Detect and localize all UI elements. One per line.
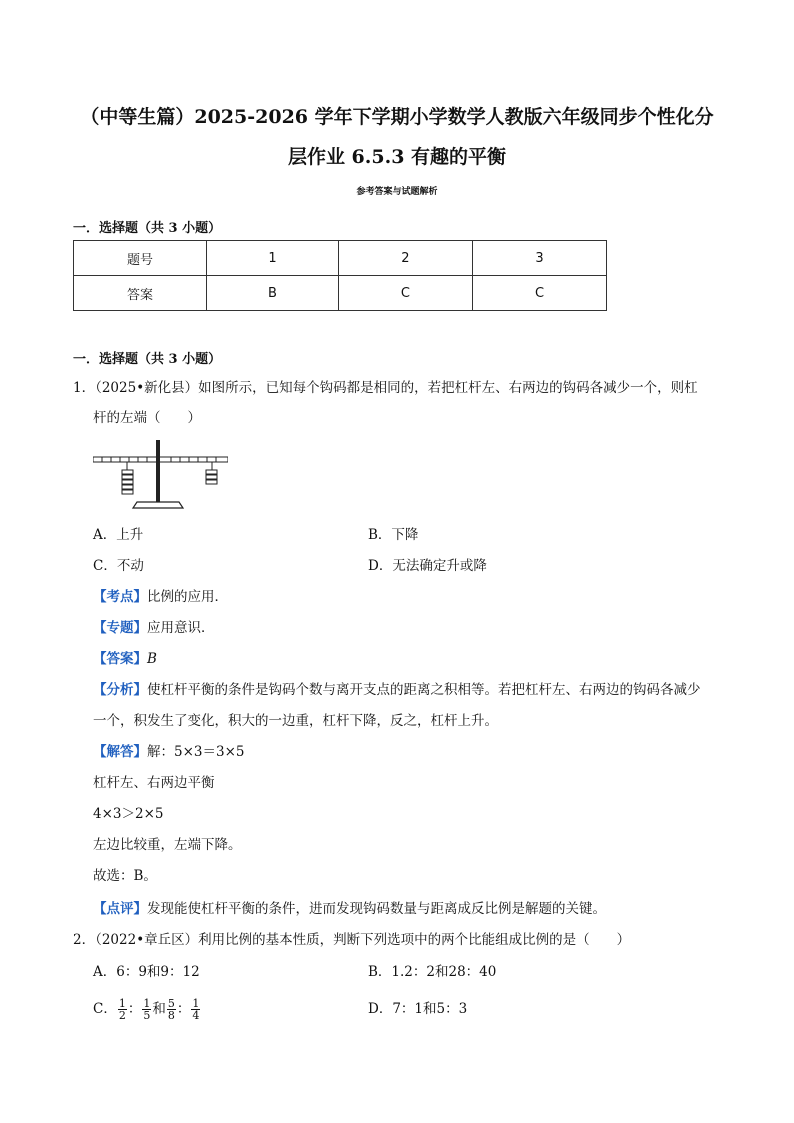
- q1-jieda-line4: 左边比较重，左端下降。: [93, 837, 242, 853]
- q1-fenxi-line2: 一个，积发生了变化，积大的一边重，杠杆下降，反之，杠杆上升。: [93, 713, 498, 729]
- dianping-text: 发现能使杠杆平衡的条件，进而发现钩码数量与距离成反比例是解题的关键。: [147, 901, 606, 917]
- q2-option-b: B．1.2：2和28：40: [368, 964, 497, 980]
- q1-dianping: [93, 899, 606, 919]
- dianping-tag: 【点评】: [93, 901, 147, 917]
- page-title-line2: 层作业 6.5.3 有趣的平衡: [287, 146, 507, 168]
- fraction-denominator: 4: [192, 1009, 200, 1022]
- daan-tag: 【答案】: [93, 651, 147, 667]
- q1-jieda-line1: [93, 742, 244, 762]
- q1-option-d: D．无法确定升或降: [368, 558, 487, 574]
- table-row: [74, 276, 607, 311]
- table-cell: B: [207, 276, 339, 311]
- page-subtitle: 参考答案与试题解析: [356, 187, 438, 197]
- table-cell: 3: [472, 241, 606, 276]
- answer-section-heading: 一．选择题（共 3 小题）: [73, 221, 222, 236]
- fraction: [142, 998, 151, 1021]
- fraction-denominator: 5: [143, 1009, 151, 1022]
- and-word: 和: [152, 1001, 166, 1017]
- answer-table: [73, 240, 607, 311]
- q2-option-d: D．7：1和5：3: [368, 1001, 468, 1017]
- table-cell: 答案: [74, 276, 207, 311]
- table-cell: 1: [207, 241, 339, 276]
- table-cell: C: [472, 276, 606, 311]
- q1-jieda-line3: 4×3＞2×5: [93, 806, 164, 822]
- table-cell: 2: [338, 241, 472, 276]
- jieda-text: 解：5×3＝3×5: [147, 744, 245, 760]
- q1-jieda-line5: 故选：B。: [93, 868, 157, 884]
- fenxi-text: 使杠杆平衡的条件是钩码个数与离开支点的距离之积相等。若把杠杆左、右两边的钩码各减少: [147, 682, 701, 698]
- q1-zhuanti: [93, 618, 215, 638]
- kaodian-text: 比例的应用．: [147, 589, 228, 605]
- fraction-numerator: 1: [118, 997, 126, 1010]
- q1-option-a: A．上升: [93, 527, 144, 543]
- zhuanti-text: 应用意识．: [147, 620, 215, 636]
- q1-jieda-line2: 杠杆左、右两边平衡: [93, 775, 215, 791]
- q1-fenxi-line1: [93, 680, 701, 700]
- fraction-numerator: 1: [143, 997, 151, 1010]
- fraction: [191, 998, 200, 1021]
- fraction: [118, 998, 127, 1021]
- ratio-colon: ：: [127, 1001, 142, 1017]
- fenxi-tag: 【分析】: [93, 682, 147, 698]
- ratio-colon: ：: [176, 1001, 191, 1017]
- q2-option-a: A．6：9和9：12: [93, 964, 200, 980]
- fraction-numerator: 1: [192, 997, 200, 1010]
- table-row: [74, 241, 607, 276]
- fraction-numerator: 5: [167, 997, 175, 1010]
- page-title-line1: （中等生篇）2025-2026 学年下学期小学数学人教版六年级同步个性化分: [80, 106, 714, 128]
- q1-stem-line2: 杆的左端（ ）: [93, 410, 201, 426]
- fraction-denominator: 8: [167, 1009, 175, 1022]
- fraction-denominator: 2: [118, 1009, 126, 1022]
- q1-kaodian: [93, 587, 228, 607]
- zhuanti-tag: 【专题】: [93, 620, 147, 636]
- q2-option-c-prefix: C．: [93, 1001, 117, 1017]
- lever-figure: [93, 440, 228, 514]
- q1-option-c: C．不动: [93, 558, 144, 574]
- q1-stem-line1: 1．（2025•新化县）如图所示，已知每个钩码都是相同的，若把杠杆左、右两边的钩码各减少一个，则杠: [73, 380, 698, 396]
- fraction: [167, 998, 176, 1021]
- table-cell: C: [338, 276, 472, 311]
- daan-text: B: [147, 651, 157, 667]
- q1-daan: [93, 649, 157, 669]
- q1-option-b: B．下降: [368, 527, 419, 543]
- q2-stem: 2．（2022•章丘区）利用比例的基本性质，判断下列选项中的两个比能组成比例的是（ ）: [73, 932, 631, 948]
- kaodian-tag: 【考点】: [93, 589, 147, 605]
- table-cell: 题号: [74, 241, 207, 276]
- detail-section-heading: 一．选择题（共 3 小题）: [73, 352, 222, 367]
- q2-option-c: [93, 996, 201, 1022]
- jieda-tag: 【解答】: [93, 744, 147, 760]
